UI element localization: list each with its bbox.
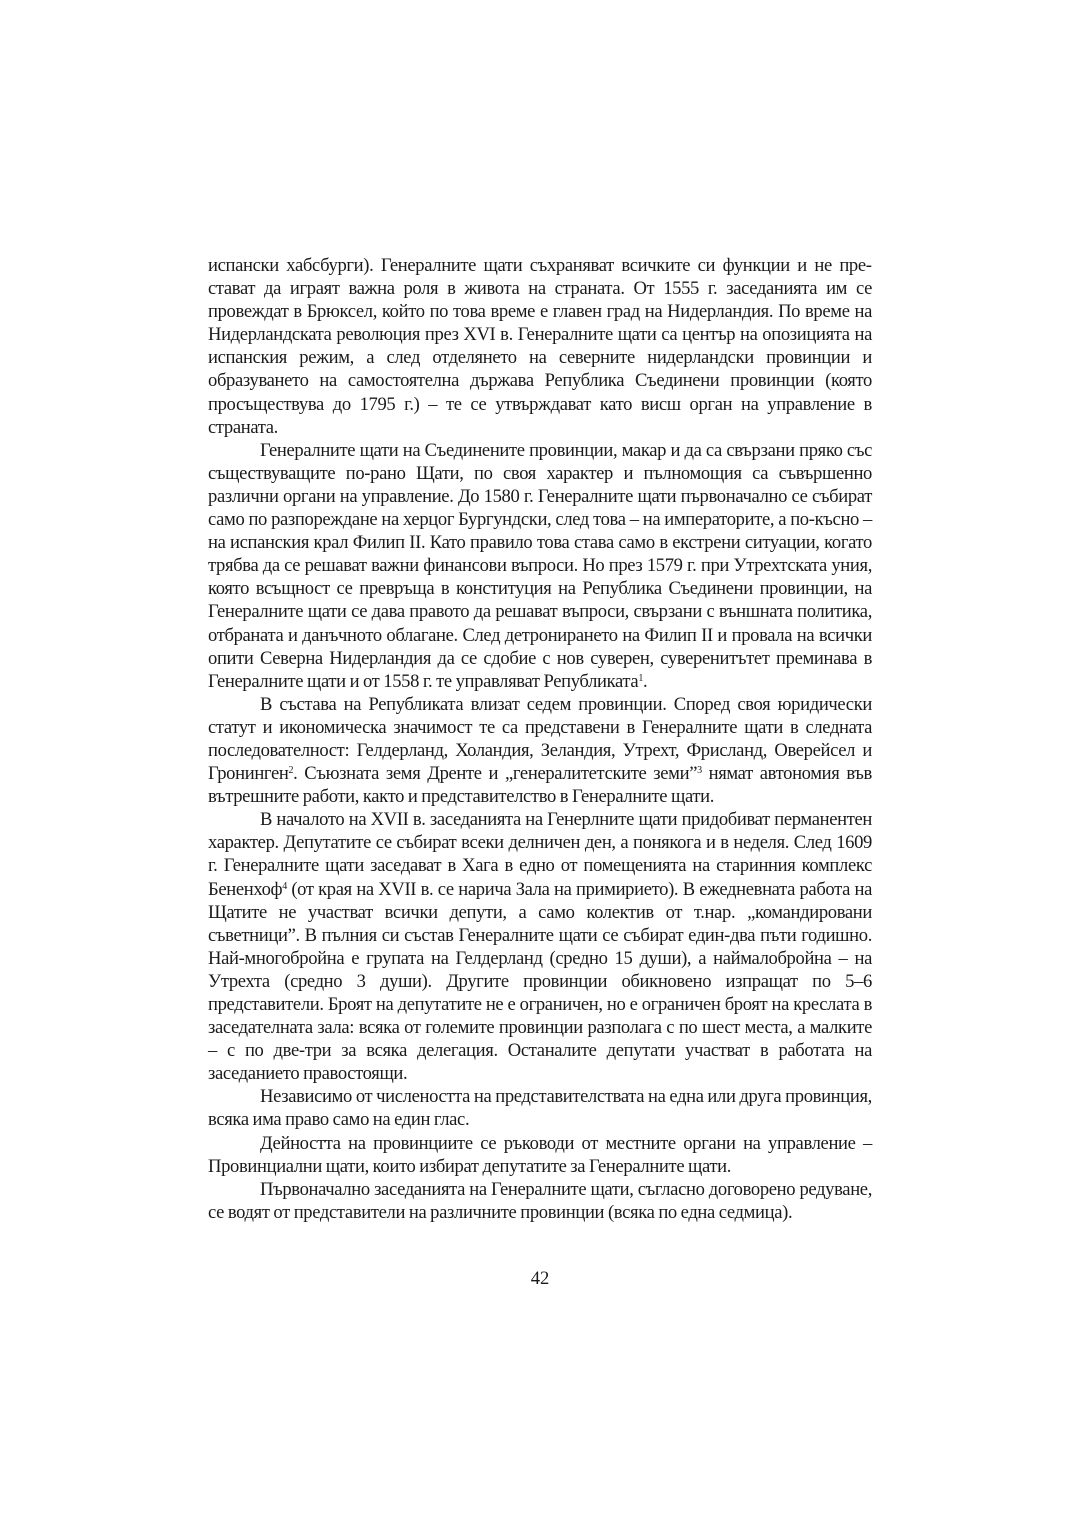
footnote-ref: 4 [282, 880, 287, 892]
footnote-ref: 1 [638, 672, 643, 684]
paragraph-text: (от края на XVII в. се нарича Зала на примирието). В ежедневната работа на Щатите не участват всички депути, а само колектив от т.нар. „командировани съветници”. В пълния си състав Генералните щати се събират един-два пъти годишно. Най-многобройна е групата на Гелдерланд (средно 15 души), а наймалобройна – на Утрехта (средно 3 души). Другите провинции обикновено изпращат по 5–6 представители. Броят на депутатите не е ограничен, но е ограничен броят на креслата в заседателната зала: всяка от големите провинции разполага с по шест места, а малките – с по две-три за всяка делегация. Останалите депутати участват в работата на заседанието правостоящи. [208, 878, 872, 1085]
paragraph [208, 439, 872, 693]
paragraph [208, 693, 872, 808]
paragraph-text: В състава на Републиката влизат седем провинции. Според своя юридически статут и икономическа значимост те са представени в Генералните щати в следната последователност: Гелдерланд, Холандия, Зеландия, Утрехт, Фрисланд, Оверейсел и Гронинген [208, 693, 872, 785]
paragraph-text: Дейността на провинциите се ръководи от местните органи на управление – Провинциални щати, които избират депутатите за Генералните щати. [208, 1132, 872, 1177]
paragraph-text: В началото на XVII в. заседанията на Генерлните щати придобиват перманентен характер. Депутатите се събират всеки делничен ден, а понякога и в неделя. След 1609 г. Генералните щати заседават в Хага в едно от помещенията на старинния комплекс Бененхоф [208, 809, 872, 900]
paragraph-text: Генералните щати на Съединените провинции, макар и да са свързани пряко със съществуващите по-рано Щати, по своя характер и пълномощия са съвършенно различни органи на управление. До 1580 г. Генералните щати първоначално се събират само по разпореждане на херцог Бургундски, след това – на императорите, а по-късно – на испанския крал Филип II. Като правило това става само в екстрени ситуации, когато трябва да се решават важни финансови въпроси. Но през 1579 г. при Утрехтската уния, която всъщност се превръща в конституция на Република Съединени провинции, на Генералните щати се дава правото да решават въпроси, свързани с външната политика, отбраната и данъчното облагане. След детронирането на Филип II и провала на всички опити Северна Нидерландия да се сдобие с нов суверен, суверенитътет преминава в Генералните щати и от 1558 г. те управляват Републиката [208, 439, 872, 692]
page-number: 42 [530, 1268, 550, 1289]
paragraph-text: испански хабсбурги). Генералните щати съхраняват всичките си функции и не престават да играят важна роля в живота на страната. От 1555 г. заседанията им се провеждат в Брюксел, който по това време е главен град на Нидерландия. По време на Нидерландската революция през XVI в. Генералните щати са център на опозицията на испанския режим, а след отделянето на северните нидерландски провинции и образуването на самостоятелна държава Република Съединени провинции (която просъществува до 1795 г.) – те се утвърждават като висш орган на управление в страната. [208, 255, 872, 438]
footnote-ref: 3 [697, 765, 702, 777]
paragraph [208, 808, 872, 1085]
body-text [208, 254, 872, 1224]
paragraph-text: Независимо от числеността на представителствата на една или друга провинция, всяка има право само на един глас. [208, 1086, 872, 1131]
paragraph-text: . [643, 670, 648, 692]
paragraph-text: нямат автономия във вътрешните работи, както и представителство в Генералните щати. [208, 763, 872, 808]
paragraph [208, 1085, 872, 1131]
paragraph [208, 1178, 872, 1224]
paragraph [208, 1132, 872, 1178]
paragraph-text: Първоначално заседанията на Генералните щати, съгласно договорено редуване, се водят от представители на различните провинции (всяка по една седмица). [208, 1178, 872, 1223]
paragraph-continuation [208, 254, 872, 439]
paragraph-text: . Съюзната земя Дренте и „генералитетските земи” [293, 763, 698, 785]
footnote-ref: 2 [288, 765, 294, 777]
